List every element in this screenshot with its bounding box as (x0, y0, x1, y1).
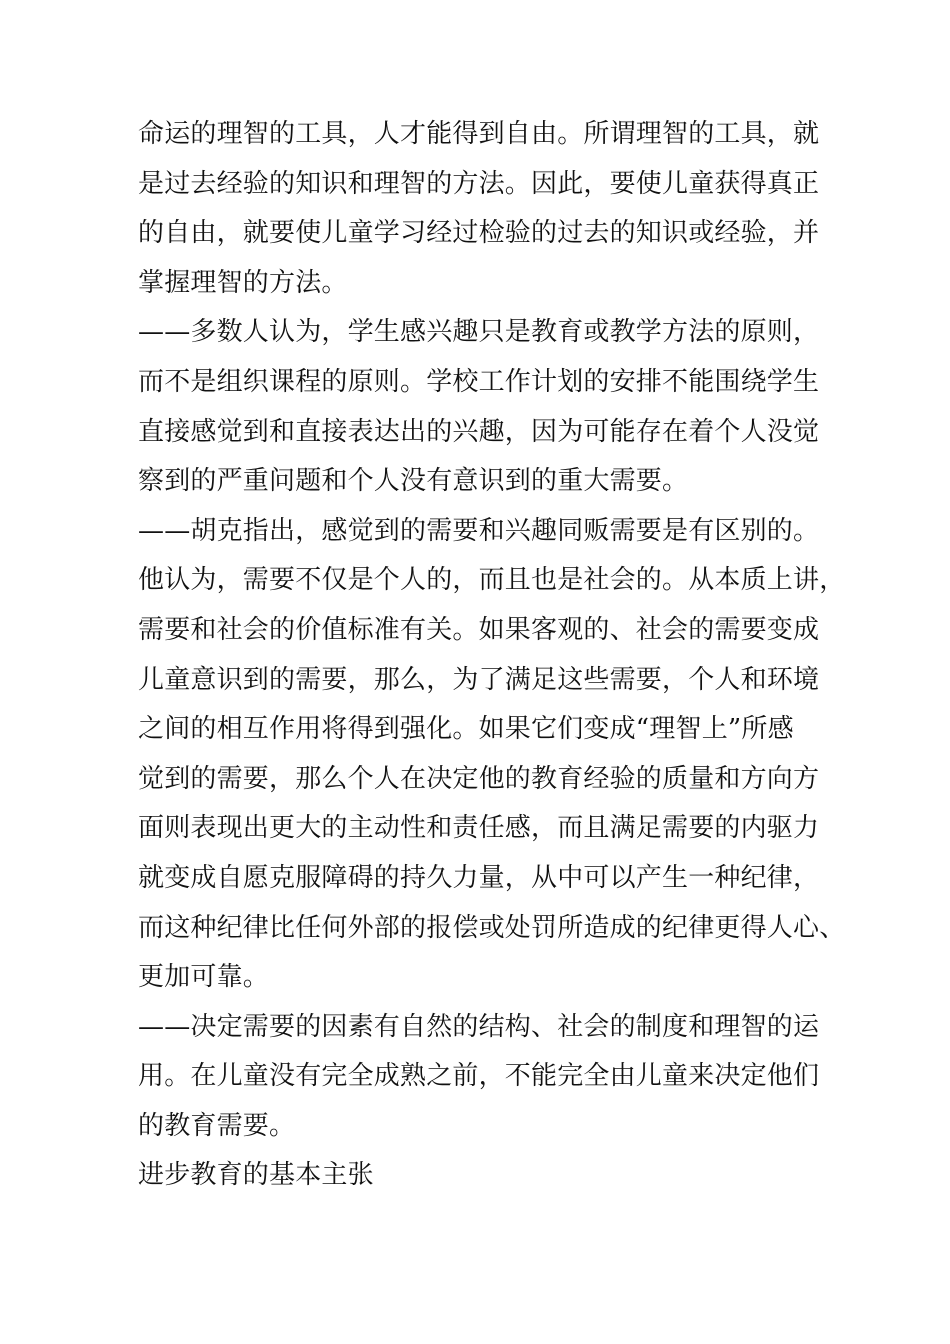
text-line: 是过去经验的知识和理智的方法。因此，要使儿童获得真正 (138, 168, 820, 199)
text-line: ——决定需要的因素有自然的结构、社会的制度和理智的运 (138, 1011, 820, 1042)
text-line: 的教育需要。 (138, 1110, 296, 1141)
text-line: 需要和社会的价值标准有关。如果客观的、社会的需要变成 (138, 614, 820, 645)
text-line: ——胡克指出，感觉到的需要和兴趣同贩需要是有区别的。 (138, 515, 820, 546)
text-line: 而这种纪律比任何外部的报偿或处罚所造成的纪律更得人心、 (138, 912, 846, 943)
document-body (138, 110, 846, 1201)
text-line: 直接感觉到和直接表达出的兴趣，因为可能存在着个人没觉 (138, 416, 820, 447)
text-line: 更加可靠。 (138, 962, 270, 993)
text-line: 察到的严重问题和个人没有意识到的重大需要。 (138, 466, 689, 497)
text-line: 他认为，需要不仅是个人的，而且也是社会的。从本质上讲， (138, 565, 846, 596)
text-line: 用。在儿童没有完全成熟之前，不能完全由儿童来决定他们 (138, 1061, 820, 1092)
text-line: 儿童意识到的需要，那么，为了满足这些需要，个人和环境 (138, 664, 820, 695)
text-line: 的自由，就要使儿童学习经过检验的过去的知识或经验，并 (138, 218, 820, 249)
section-heading: 进步教育的基本主张 (138, 1160, 374, 1191)
text-line: 命运的理智的工具，人才能得到自由。所谓理智的工具，就 (138, 119, 820, 149)
text-line: 面则表现出更大的主动性和责任感，而且满足需要的内驱力 (138, 813, 820, 844)
text-line: 就变成自愿克服障碍的持久力量，从中可以产生一种纪律， (138, 862, 820, 893)
text-line: 而不是组织课程的原则。学校工作计划的安排不能围绕学生 (138, 366, 820, 397)
text-line: 觉到的需要，那么个人在决定他的教育经验的质量和方向方 (138, 763, 820, 794)
text-line: 之间的相互作用将得到强化。如果它们变成“理智上”所感 (138, 714, 794, 745)
text-line: 掌握理智的方法。 (138, 267, 348, 298)
text-line: ——多数人认为，学生感兴趣只是教育或教学方法的原则， (138, 317, 820, 348)
